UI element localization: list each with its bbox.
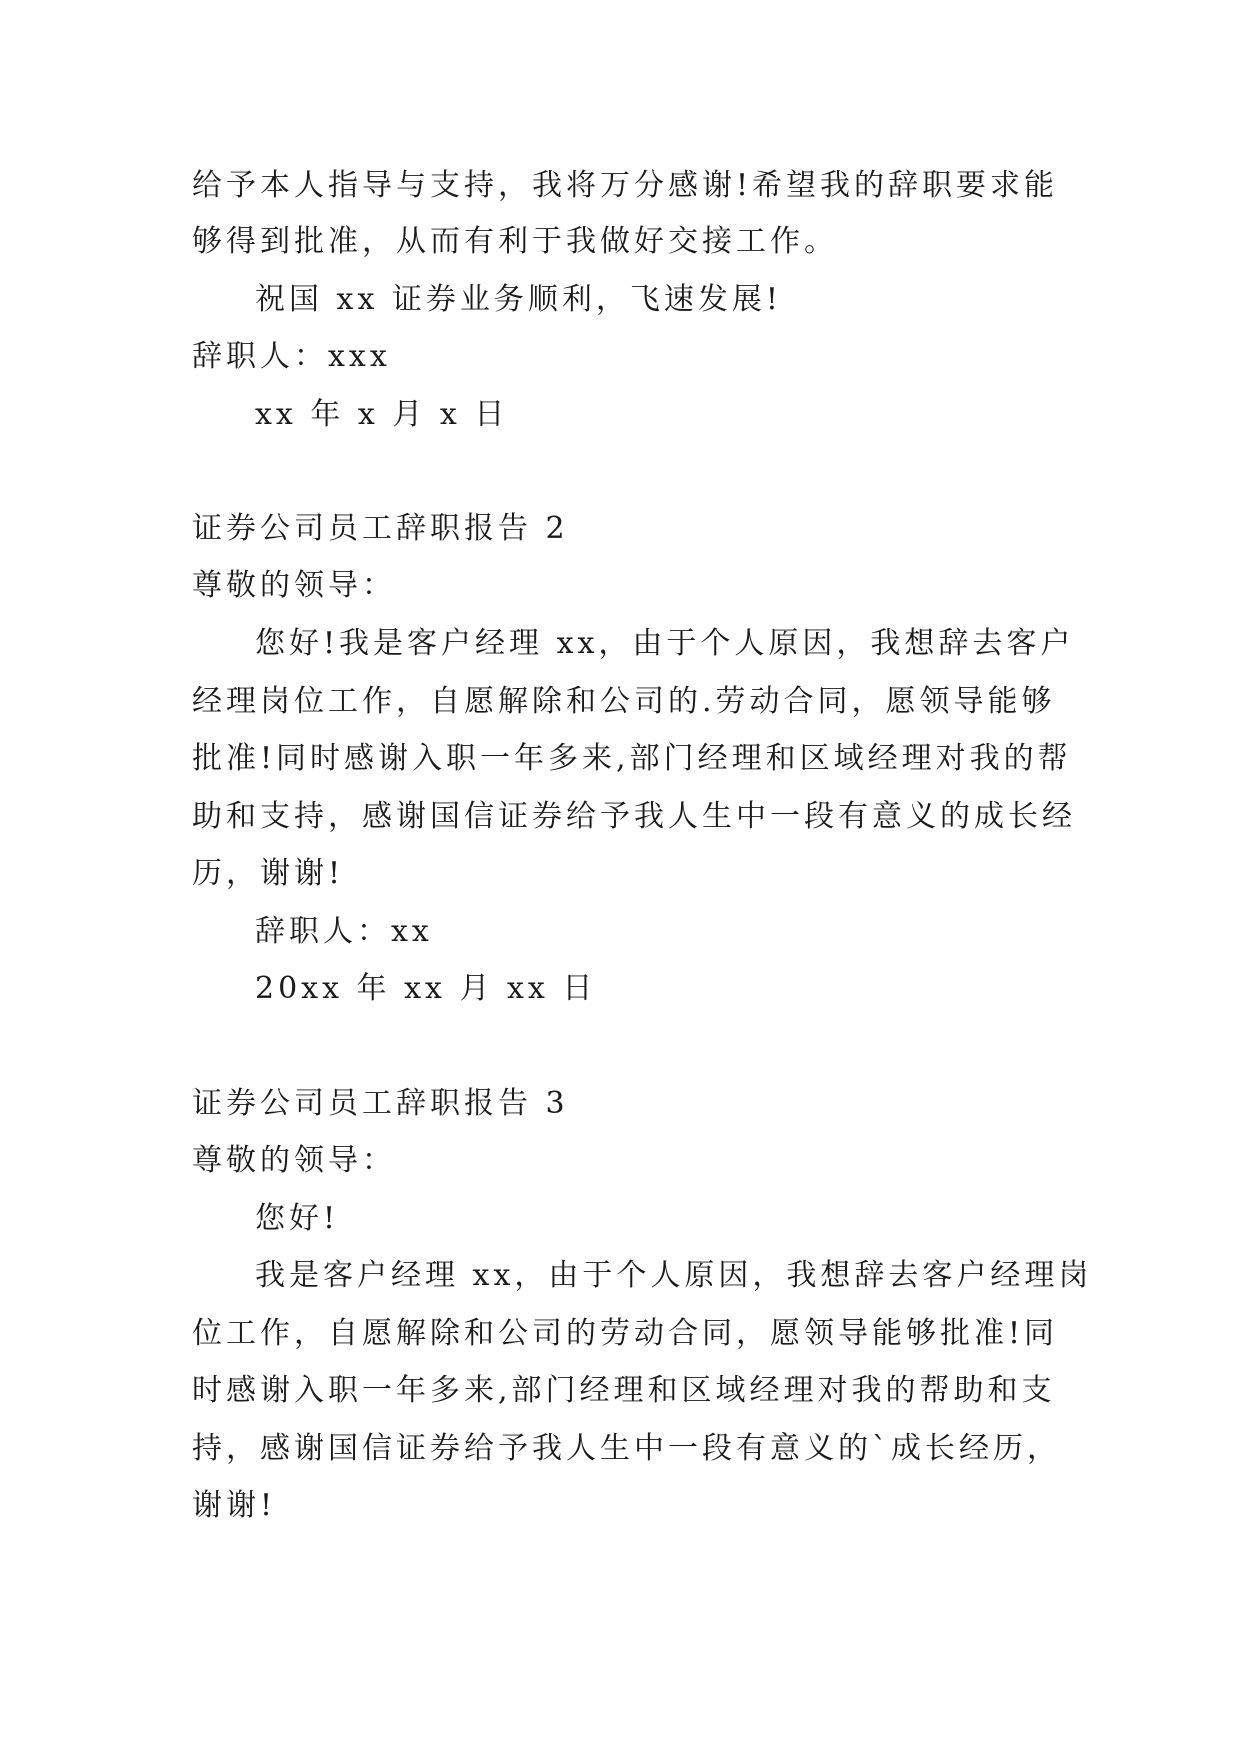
paragraph-line: 时感谢入职一年多来,部门经理和区域经理对我的帮助和支 (192, 1373, 1056, 1408)
paragraph-line: 助和支持，感谢国信证券给予我人生中一段有意义的成长经 (192, 799, 1076, 834)
greeting: 您好! (255, 1201, 340, 1236)
salutation: 尊敬的领导： (192, 568, 396, 603)
signature-name: 辞职人：xxx (192, 339, 391, 374)
paragraph-line: 够得到批准，从而有利于我做好交接工作。 (192, 224, 838, 259)
signature-date: xx 年 x 月 x 日 (255, 397, 509, 432)
paragraph-line: 谢谢! (192, 1488, 277, 1523)
paragraph-line: 经理岗位工作，自愿解除和公司的.劳动合同，愿领导能够 (192, 684, 1056, 719)
closing-wish: 祝国 xx 证券业务顺利，飞速发展! (255, 282, 782, 317)
section-title: 证券公司员工辞职报告 3 (192, 1086, 569, 1121)
paragraph-line: 给予本人指导与支持，我将万分感谢!希望我的辞职要求能 (192, 168, 1059, 203)
paragraph-line: 我是客户经理 xx，由于个人原因，我想辞去客户经理岗 (255, 1258, 1093, 1293)
signature-date: 20xx 年 xx 月 xx 日 (255, 971, 597, 1006)
salutation: 尊敬的领导： (192, 1143, 396, 1178)
section-title: 证券公司员工辞职报告 2 (192, 511, 569, 546)
paragraph-line: 历，谢谢! (192, 856, 345, 891)
paragraph-line: 批准!同时感谢入职一年多来,部门经理和区域经理对我的帮 (192, 741, 1072, 776)
paragraph-line: 位工作，自愿解除和公司的劳动合同，愿领导能够批准!同 (192, 1316, 1059, 1351)
signature-name: 辞职人：xx (255, 914, 433, 949)
paragraph-line: 持，感谢国信证券给予我人生中一段有意义的`成长经历， (192, 1431, 1061, 1466)
paragraph-line: 您好!我是客户经理 xx，由于个人原因，我想辞去客户 (255, 626, 1075, 661)
